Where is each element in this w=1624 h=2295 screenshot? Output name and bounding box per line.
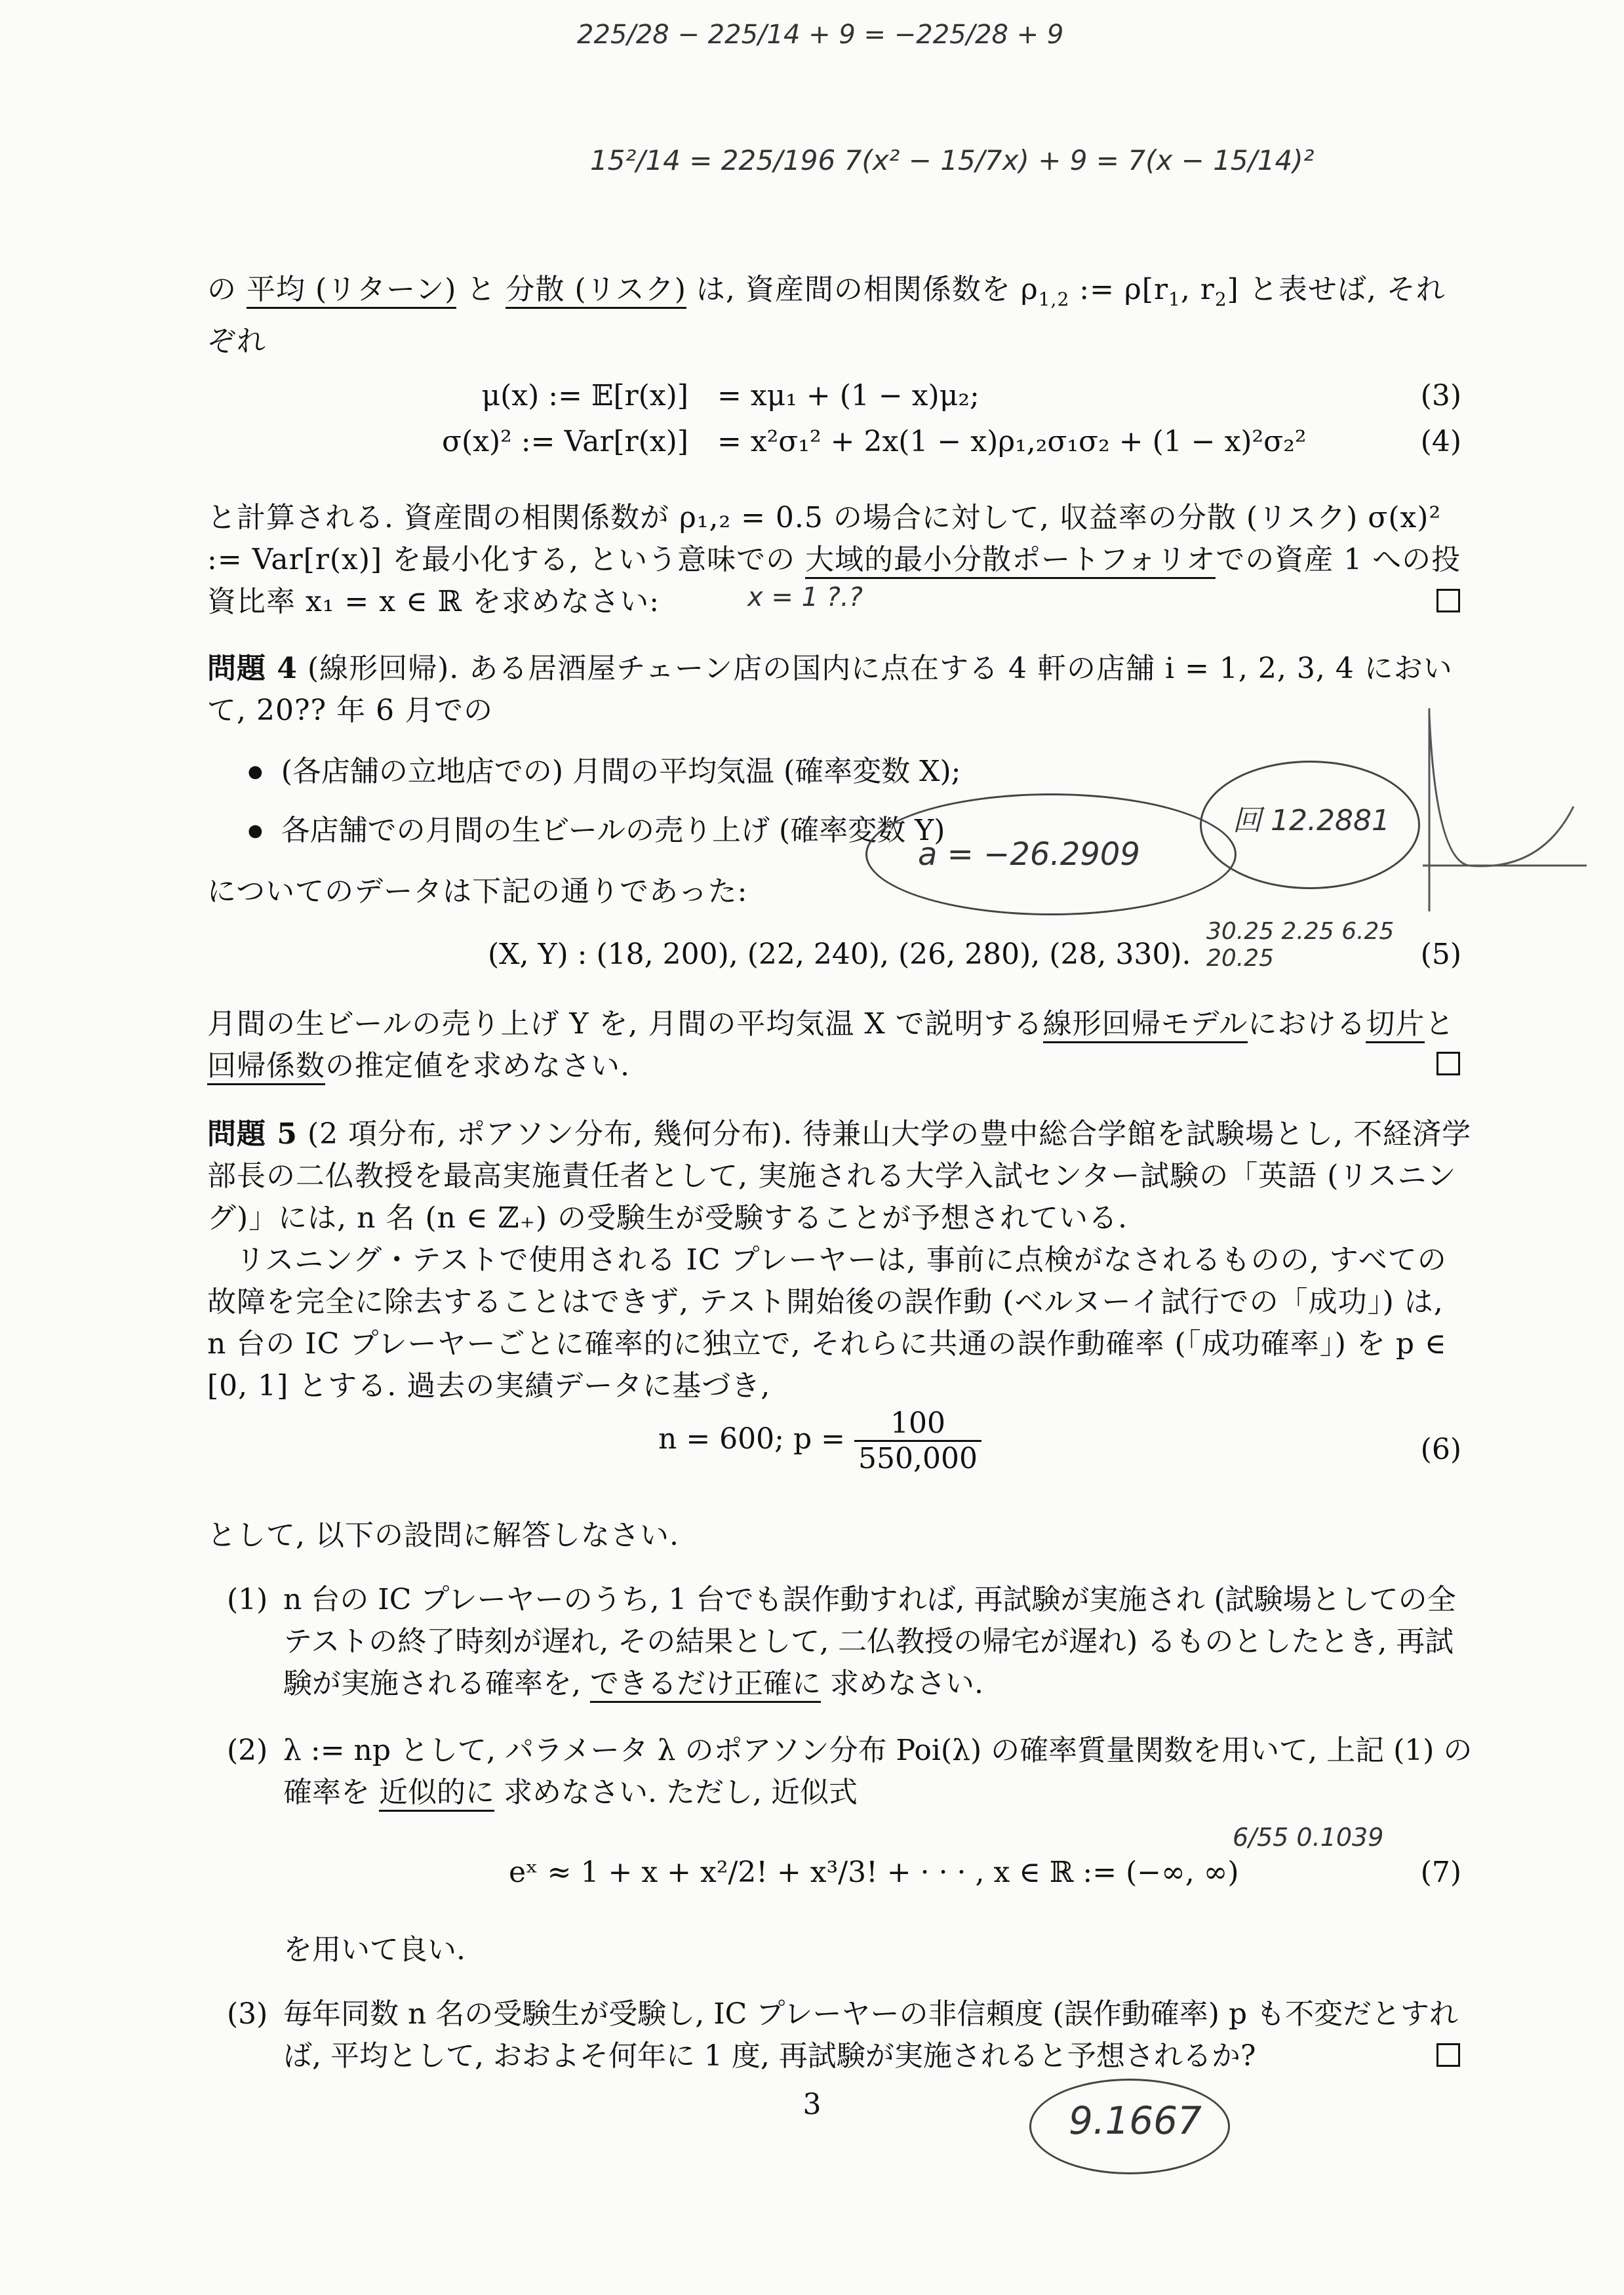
problem-4-question: 月間の生ビールの売り上げ Y を, 月間の平均気温 X で説明する線形回帰モデルにおける切片と 回帰係数の推定値を求めなさい. (207, 1003, 1473, 1087)
problem-5-text-2: リスニング・テストで使用される IC プレーヤーは, 事前に点検がなされるものの, すべての故障を完全に除去することはできず, テスト開始後の誤作動 (ベルヌーイ試行での「成功」) は, n 台の IC プレーヤーごとに確率的に独立で, それらに共通の誤作動確率 (「成功確率」) を p ∈ [0, 1] とする. 過去の実績データに基づき, (207, 1243, 1447, 1403)
data-intro: についてのデータは下記の通りであった: (207, 875, 748, 908)
bullet-item-2: ● 各店舗での月間の生ビールの売り上げ (確率変数 Y) (248, 807, 945, 848)
question-3: (3) 毎年同数 n 名の受験生が受験し, IC プレーヤーの非信頼度 (誤作動確率) p も不変だとすれば, 平均として, おおよそ何年に 1 度, 再試験が実施されると予想されるか? (227, 1997, 1459, 2073)
handwritten-numbers: 30.25 2.25 6.25 20.25 (1206, 918, 1395, 972)
equation-6-number: (6) (1420, 1433, 1461, 1466)
question-1: (1) n 台の IC プレーヤーのうち, 1 台でも誤作動すれば, 再試験が実施され (試験場としての全テストの終了時刻が遅れ, その結果として, 二仏教授の帰宅が遅れ) るものとしたとき, 再試験が実施される確率を, できるだけ正確に 求めなさい. (227, 1579, 1473, 1705)
handwritten-note-2: 回 12.2881 (1233, 804, 1390, 837)
page-number: 3 (802, 2088, 822, 2121)
fraction-p: $\frac{100}{550,000}$ (854, 1407, 981, 1475)
problem-3-intro: の 平均 (リターン) と 分散 (リスク) は, 資産間の相関係数を $\rho_{1,2}$ := $\rho[r_1$, $r_2$] と表せば, それぞれ (207, 273, 1446, 358)
problem-3-body: と計算される. 資産間の相関係数が ρ₁,₂ = 0.5 の場合に対して, 収益率の分散 (リスク) σ(x)² := Var[r(x)] を最小化する, という意味での 大域的最小分散ポートフォリオでの資産 1 への投資比率 x₁ = x ∈ ℝ を求めなさい: (207, 501, 1461, 618)
handwritten-final-answer: 9.1667 (1069, 2098, 1202, 2143)
problem-4-header: 問題 4 (線形回帰). ある居酒屋チェーン店の国内に点在する 4 軒の店舗 i = 1, 2, 3, 4 において, 20?? 年 6 月での (207, 652, 1453, 727)
handwritten-note-p5: 6/55 0.1039 (1233, 1823, 1384, 1852)
handwritten-note-1: a = −26.2909 (918, 836, 1140, 873)
equation-3: μ(x) := 𝔼[r(x)] = xμ₁ + (1 − x)μ₂; (481, 379, 980, 412)
graph-sketch (1410, 702, 1593, 918)
equation-5-number: (5) (1420, 938, 1461, 971)
handwritten-calculation-1: 225/28 − 225/14 + 9 = −225/28 + 9 (577, 20, 1064, 50)
end-box-p4 (1436, 1052, 1460, 1078)
end-box-p5 (1436, 2043, 1460, 2069)
equation-4-number: (4) (1420, 425, 1461, 458)
equation-6: n = 600; p = $\frac{100}{550,000}$ (658, 1407, 981, 1475)
equation-3-number: (3) (1420, 379, 1461, 412)
question-2: (2) λ := np として, パラメータ λ のポアソン分布 Poi(λ) の確率質量関数を用いて, 上記 (1) の確率を 近似的に 求めなさい. ただし, 近似式 (227, 1730, 1473, 1814)
bullet-item-1: ● (各店舗の立地店での) 月間の平均気温 (確率変数 X); (248, 748, 961, 789)
problem-5-after: として, 以下の設問に解答しなさい. (207, 1519, 679, 1552)
handwritten-calculation-2: 15²/14 = 225/196 7(x² − 15/7x) + 9 = 7(x − 15/14)² (590, 144, 1315, 176)
problem-5-text: 問題 5 (2 項分布, ポアソン分布, 幾何分布). 待兼山大学の豊中総合学館を試験場とし, 不経済学部長の二仏教授を最高実施責任者として, 実施される大学入試センター試験の「英語 (リスニング)」には, n 名 (n ∈ ℤ₊) の受験生が受験することが予想されている. (207, 1117, 1472, 1235)
equation-7: eˣ ≈ 1 + x + x²/2! + x³/3! + · · · , x ∈ ℝ := (−∞, ∞) (509, 1856, 1239, 1889)
equation-7-number: (7) (1420, 1856, 1461, 1889)
equation-4: σ(x)² := Var[r(x)] = x²σ₁² + 2x(1 − x)ρ₁,₂σ₁σ₂ + (1 − x)²σ₂² (442, 425, 1307, 458)
handwritten-graph (1410, 702, 1593, 921)
end-box-p3 (1436, 589, 1460, 615)
equation-5: (X, Y) : (18, 200), (22, 240), (26, 280), (28, 330). (488, 938, 1191, 971)
question-2-after: を用いて良い. (283, 1933, 465, 1966)
handwritten-answer-p3: x = 1 ?.? (747, 582, 863, 612)
